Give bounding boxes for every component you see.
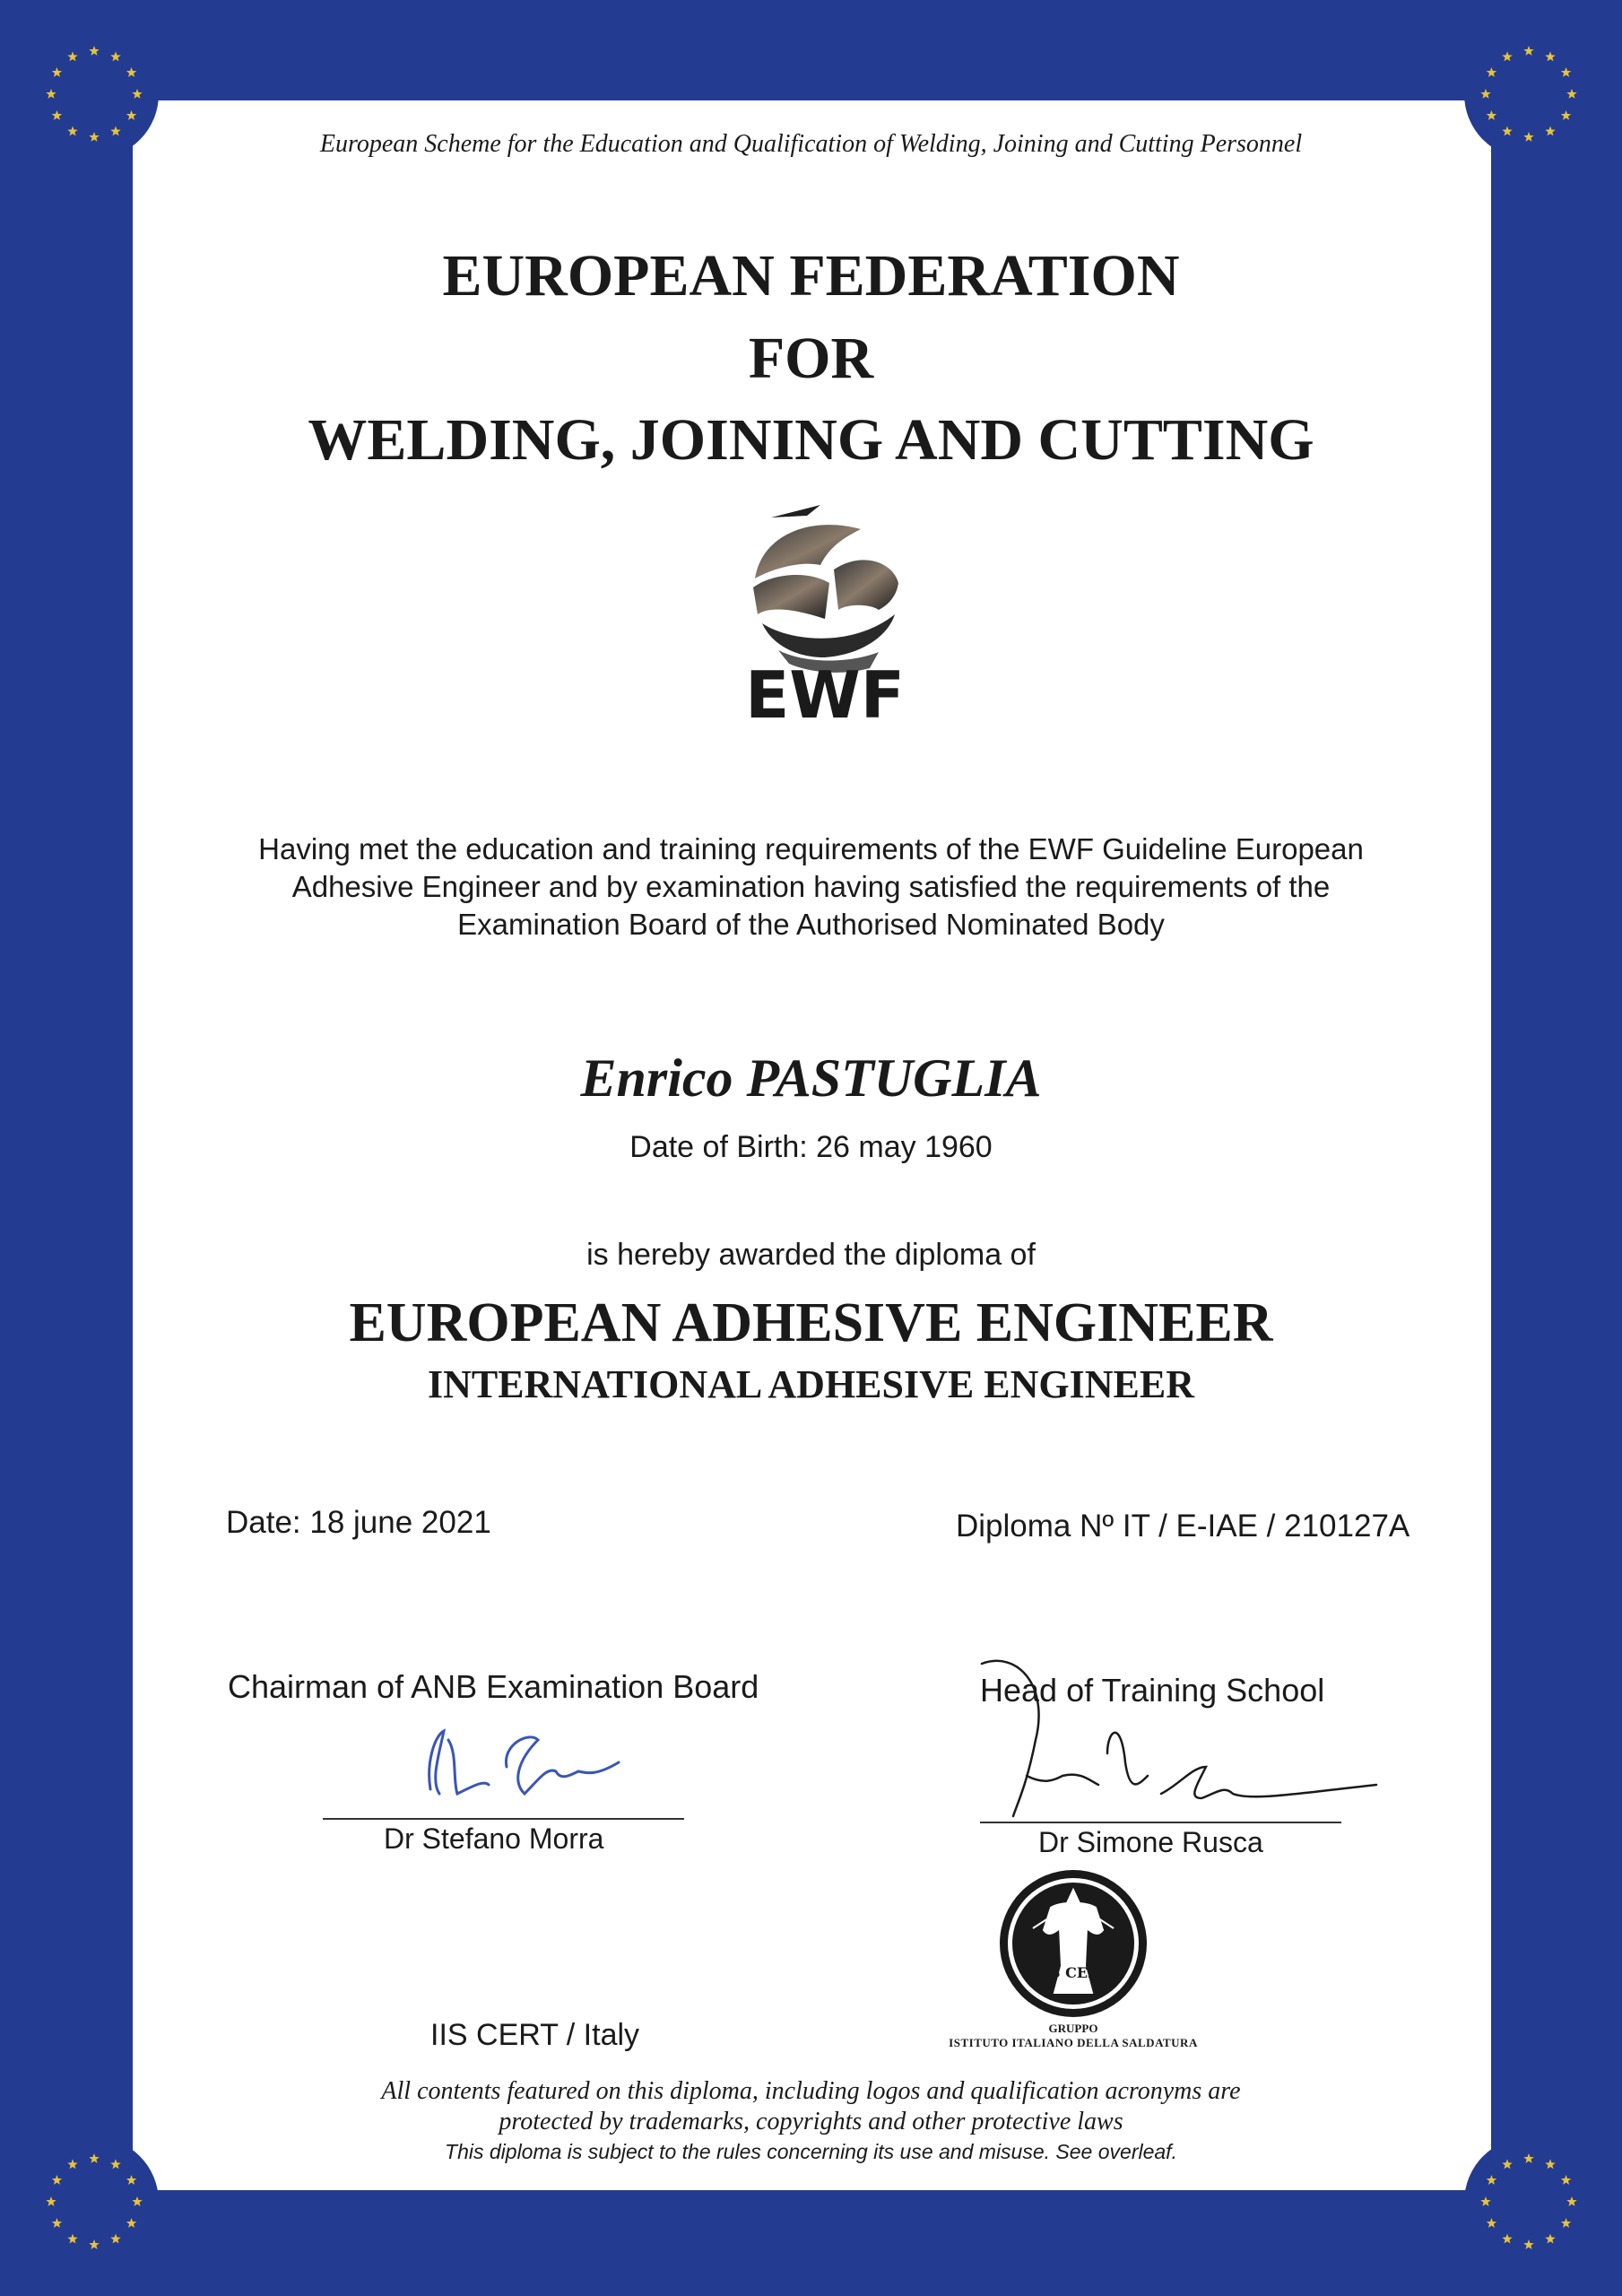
title-line-1: EUROPEAN FEDERATION xyxy=(442,243,1180,309)
left-signature-line xyxy=(323,1818,684,1820)
diploma-number: Diploma Nº IT / E-IAE / 210127A xyxy=(956,1509,1410,1544)
scheme-line: European Scheme for the Education and Qualification of Welding, Joining and Cutting Personnel xyxy=(319,130,1303,158)
issue-date: Date: 18 june 2021 xyxy=(226,1505,491,1540)
eu-stars-top-left-icon xyxy=(27,27,188,188)
diploma-subtitle: INTERNATIONAL ADHESIVE ENGINEER xyxy=(428,1362,1194,1406)
svg-text:IIS CERT: IIS CERT xyxy=(1037,1964,1110,1981)
right-signatory-name: Dr Simone Rusca xyxy=(1038,1826,1263,1858)
right-signature-line xyxy=(980,1822,1341,1823)
requirements-line-3: Examination Board of the Authorised Nominated Body xyxy=(457,908,1165,941)
rules-line: This diploma is subject to the rules concerning its use and misuse. See overleaf. xyxy=(445,2140,1177,2163)
iis-cert-seal-icon xyxy=(997,1867,1149,2020)
certification-body: IIS CERT / Italy xyxy=(430,2018,640,2052)
left-signatory-name: Dr Stefano Morra xyxy=(384,1822,604,1855)
recipient-name: Enrico PASTUGLIA xyxy=(580,1048,1042,1108)
legal-line-1: All contents featured on this diploma, including logos and qualification acronyms are xyxy=(381,2077,1241,2105)
left-signatory-role: Chairman of ANB Examination Board xyxy=(228,1668,759,1705)
seal-group-name: ISTITUTO ITALIANO DELLA SALDATURA xyxy=(949,2036,1198,2049)
eu-stars-top-right-icon xyxy=(1435,27,1596,188)
seal-group-label: GRUPPO xyxy=(1048,2022,1098,2035)
right-signatory-role: Head of Training School xyxy=(980,1672,1325,1709)
requirements-line-1: Having met the education and training requirements of the EWF Guideline European xyxy=(258,832,1364,865)
svg-text:EWF: EWF xyxy=(745,657,905,731)
date-of-birth: Date of Birth: 26 may 1960 xyxy=(629,1130,993,1164)
awarded-text: is hereby awarded the diploma of xyxy=(586,1238,1036,1272)
title-line-2: FOR xyxy=(748,326,874,391)
ewf-logo-icon xyxy=(735,498,915,731)
requirements-line-2: Adhesive Engineer and by examination having satisfied the requirements of the xyxy=(291,870,1331,903)
left-signature xyxy=(403,1718,637,1807)
diploma-title: EUROPEAN ADHESIVE ENGINEER xyxy=(349,1292,1273,1353)
title-line-3: WELDING, JOINING AND CUTTING xyxy=(308,407,1314,473)
legal-line-2: protected by trademarks, copyrights and other protective laws xyxy=(499,2108,1123,2135)
